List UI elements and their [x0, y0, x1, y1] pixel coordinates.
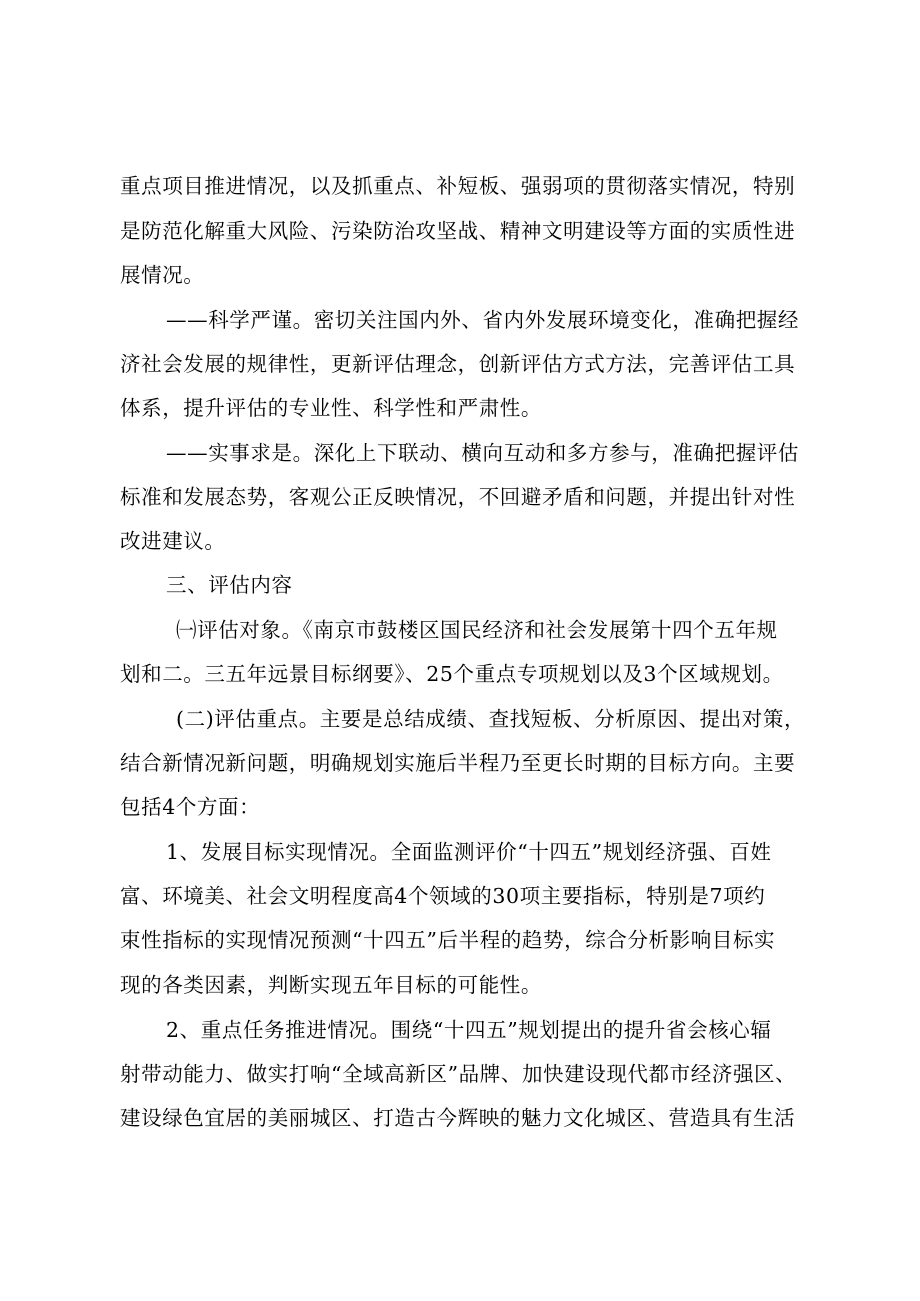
- text-line: 射带动能力、做实打响“全域高新区”品牌、加快建设现代都市经济强区、: [120, 1062, 797, 1086]
- text-line: 济社会发展的规律性，更新评估理念，创新评估方式方法，完善评估工具: [120, 352, 796, 376]
- subsection-heading-object: ㈠评估对象。《南京市鼓楼区国民经济和社会发展第十四个五年规: [176, 618, 778, 642]
- text-line: 重点项目推进情况，以及抓重点、补短板、强弱项的贯彻落实情况，特别: [120, 174, 796, 198]
- text-line: 展情况。: [120, 263, 205, 287]
- text-line: 结合新情况新问题，明确规划实施后半程乃至更长时期的目标方向。主要: [120, 751, 796, 775]
- text-line: 束性指标的实现情况预测“十四五”后半程的趋势，综合分析影响目标实: [120, 928, 776, 952]
- text-line: 现的各类因素，判断实现五年目标的可能性。: [120, 973, 542, 997]
- section-heading-content: 三、评估内容: [166, 573, 293, 597]
- item-heading-goals: 1、发展目标实现情况。全面监测评价“十四五”规划经济强、百姓: [166, 840, 772, 864]
- subsection-heading-focus: (二)评估重点。主要是总结成绩、查找短板、分析原因、提出对策，: [176, 707, 806, 731]
- text-line: 富、环境美、社会文明程度高4个领域的30项主要指标，特别是7项约: [120, 884, 766, 908]
- section-heading-rigorous: ——科学严谨。密切关注国内外、省内外发展环境变化，准确把握经: [166, 308, 799, 332]
- text-line: 是防范化解重大风险、污染防治攻坚战、精神文明建设等方面的实质性进: [120, 219, 796, 243]
- text-line: 划和二。三五年远景目标纲要》、25个重点专项规划以及3个区域规划。: [120, 662, 784, 686]
- text-line: 标准和发展态势，客观公正反映情况，不回避矛盾和问题，并提出针对性: [120, 485, 796, 509]
- section-heading-practical: ——实事求是。深化上下联动、横向互动和多方参与，准确把握评估: [166, 441, 799, 465]
- item-heading-tasks: 2、重点任务推进情况。围绕“十四五”规划提出的提升省会核心辐: [166, 1018, 772, 1042]
- text-line: 包括4个方面：: [120, 795, 261, 819]
- text-line: 体系，提升评估的专业性、科学性和严肃性。: [120, 396, 542, 420]
- text-line: 改进建议。: [120, 529, 226, 553]
- text-line: 建设绿色宜居的美丽城区、打造古今辉映的魅力文化城区、营造具有生活: [120, 1106, 796, 1130]
